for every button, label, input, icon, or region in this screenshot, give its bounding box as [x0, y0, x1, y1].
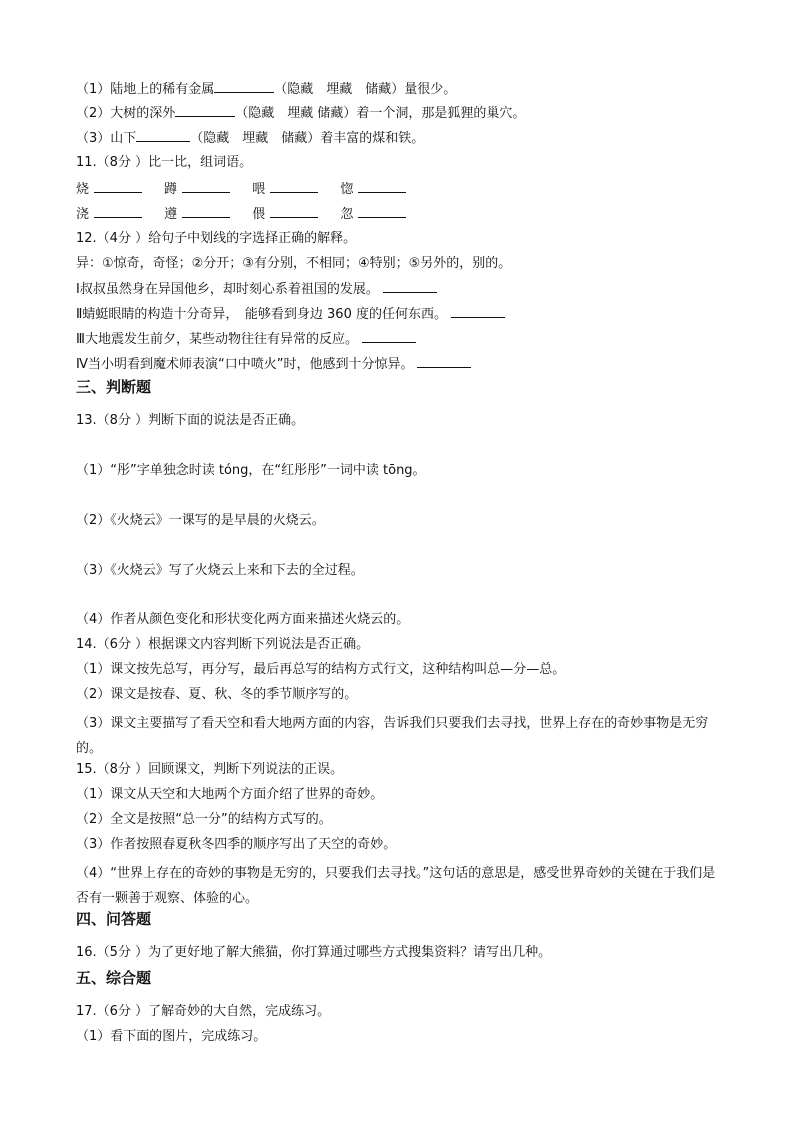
answer-blank[interactable]: [358, 205, 406, 218]
answer-blank[interactable]: [362, 330, 416, 343]
q10-sub3-text: （3）山下: [76, 131, 137, 146]
answer-blank[interactable]: [417, 355, 471, 368]
word-pair: [252, 205, 336, 224]
q14-title: 14.（6分 ）根据课文内容判断下列说法是否正确。: [76, 637, 370, 652]
q17-sub1: （1）看下面的图片，完成练习。: [76, 1029, 267, 1044]
word-pair: [76, 180, 160, 199]
q11-row2: [76, 205, 726, 224]
char: 忽: [340, 207, 354, 222]
q12-sentence-4: [76, 355, 726, 374]
q11-title: 11.（8分 ）比一比，组词语。: [76, 155, 253, 170]
q13-item-2: （2）《火烧云》一课写的是早晨的火烧云。: [76, 513, 325, 528]
answer-blank[interactable]: [214, 80, 274, 93]
q14-item-2: （2）课文是按春、夏、秋、冬的季节顺序写的。: [76, 687, 358, 702]
char: 烧: [76, 182, 90, 197]
word-pair: [252, 180, 336, 199]
section-heading-qa: 四、问答题: [76, 910, 152, 928]
q15-title: 15.（8分 ）回顾课文，判断下列说法的正误。: [76, 762, 344, 777]
sentence-text: ， 能够看到身边 360 度的任何东西。: [225, 307, 447, 322]
q13-item-1: （1）“彤”字单独念时读 tóng，在“红彤彤”一词中读 tōng。: [76, 463, 426, 478]
answer-blank[interactable]: [182, 205, 230, 218]
char: 喂: [252, 182, 266, 197]
q10-sub1-options: （隐藏 埋藏 储藏）量很少。: [274, 82, 457, 97]
answer-blank[interactable]: [383, 280, 437, 293]
word-pair: [340, 180, 424, 199]
answer-blank[interactable]: [451, 305, 505, 318]
word-pair: [76, 205, 160, 224]
q15-item-1: （1）课文从天空和大地两个方面介绍了世界的奇妙。: [76, 787, 384, 802]
section-heading-judgement: 三、判断题: [76, 378, 152, 396]
q15-item-3: （3）作者按照春夏秋冬四季的顺序写出了天空的奇妙。: [76, 837, 397, 852]
q10-sub2: [76, 104, 726, 123]
sentence-text: Ⅳ当小明看到魔术师表演“口中喷火”时，他感到十分惊异。: [76, 357, 414, 372]
q14-item-3: （3）课文主要描写了看天空和看大地两方面的内容，告诉我们只要我们去寻找，世界上存在的奇妙事物是无穷的。: [76, 716, 709, 756]
q10-sub2-options: （隐藏 埋藏 储藏）着一个洞，那是狐狸的巢穴。: [235, 106, 526, 121]
sentence-text: Ⅰ叔叔虽然身在异国他乡，却时刻心系着祖国的发展。: [76, 282, 379, 297]
section-heading-comprehensive: 五、综合题: [76, 969, 152, 987]
q14-item-1: （1）课文按先总写，再分写，最后再总写的结构方式行文，这种结构叫总—分—总。: [76, 662, 566, 677]
q11-row1: [76, 180, 726, 199]
char: 蹲: [164, 182, 178, 197]
q12-meanings: 异：①惊奇，奇怪；②分开；③有分别，不相同；④特别；⑤另外的，别的。: [76, 256, 512, 271]
answer-blank[interactable]: [94, 205, 142, 218]
answer-blank[interactable]: [270, 180, 318, 193]
char: 惚: [340, 182, 354, 197]
q10-sub3-options: （隐藏 埋藏 储藏）着丰富的煤和铁。: [190, 131, 425, 146]
q10-sub3: [76, 129, 726, 148]
q10-sub1: [76, 80, 726, 99]
char: 浇: [76, 207, 90, 222]
q10-sub2-text: （2）大树的深外: [76, 106, 176, 121]
char: 偎: [252, 207, 266, 222]
q10-sub1-text: （1）陆地上的稀有金属: [76, 82, 215, 97]
q12-sentence-2: [76, 305, 726, 324]
q15-item-2: （2）全文是按照“总一分”的结构方式写的。: [76, 812, 332, 827]
q16-title: 16.（5分 ）为了更好地了解大熊猫，你打算通过哪些方式搜集资料？请写出几种。: [76, 945, 552, 960]
q13-item-3: （3）《火烧云》写了火烧云上来和下去的全过程。: [76, 563, 364, 578]
sentence-text: Ⅲ大地震发生前夕，某些动物往往有异常的反应。: [76, 332, 358, 347]
answer-blank[interactable]: [358, 180, 406, 193]
word-pair: [164, 180, 248, 199]
word-pair: [164, 205, 248, 224]
q13-item-4: （4）作者从颜色变化和形状变化两方面来描述火烧云的。: [76, 612, 410, 627]
answer-blank[interactable]: [175, 104, 235, 117]
q12-sentence-3: [76, 330, 726, 349]
answer-blank[interactable]: [136, 129, 190, 142]
q17-title: 17.（6分 ）了解奇妙的大自然，完成练习。: [76, 1004, 331, 1019]
answer-blank[interactable]: [94, 180, 142, 193]
answer-blank[interactable]: [182, 180, 230, 193]
char: 遵: [164, 207, 178, 222]
q13-title: 13.（8分 ）判断下面的说法是否正确。: [76, 413, 305, 428]
sentence-text: Ⅱ蜻蜓眼睛的构造十分奇异: [76, 307, 226, 322]
q12-title: 12.（4分 ）给句子中划线的字选择正确的解释。: [76, 231, 357, 246]
word-pair: [340, 205, 424, 224]
answer-blank[interactable]: [270, 205, 318, 218]
q12-sentence-1: [76, 280, 726, 299]
q15-item-4: （4）“世界上存在的奇妙的事物是无穷的，只要我们去寻找。”这句话的意思是，感受世界奇妙的关键在于我们是否有一颗善于观察、体验的心。: [76, 866, 716, 906]
